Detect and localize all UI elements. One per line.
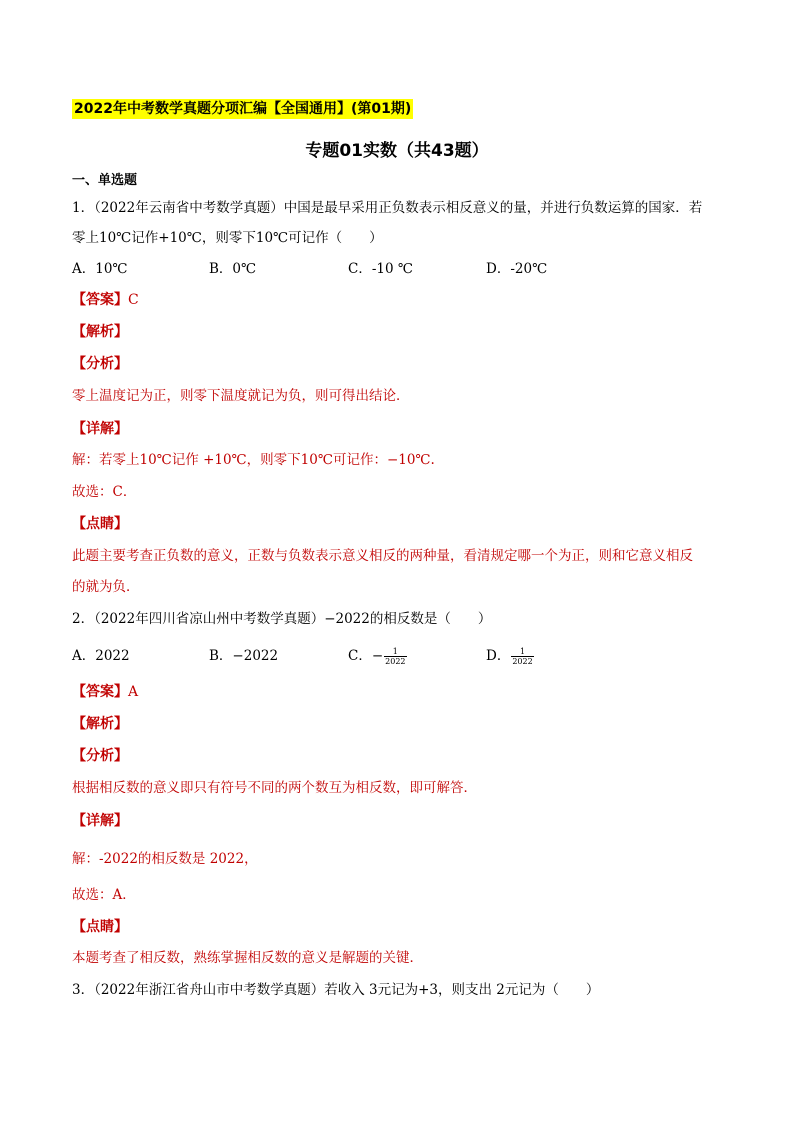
answer-label: 【答案】 (72, 292, 128, 308)
fraction-denominator: 2022 (512, 657, 533, 666)
q1-option-d: D．-20℃ (486, 261, 548, 277)
q2-choice: 故选：A． (72, 887, 136, 903)
fraction-denominator: 2022 (385, 657, 406, 666)
q1-option-a: A．10℃ (72, 261, 128, 277)
q2-option-d-fraction (511, 647, 533, 666)
q2-fenxi-text: 根据相反数的意义即只有符号不同的两个数互为相反数，即可解答． (72, 780, 477, 796)
q2-detail-text: 解：-2022的相反数是 2022， (72, 851, 258, 867)
q2-option-c (348, 646, 407, 666)
q1-option-b: B．0℃ (209, 261, 257, 277)
q1-stem-line2: 零上10℃记作+10℃，则零下10℃可记作（ ） (72, 230, 383, 246)
q1-stem-line1: 1．（2022年云南省中考数学真题）中国是最早采用正负数表示相反意义的量，并进行负数运算的国家．若 (72, 200, 703, 216)
q2-option-d-label: D． (486, 648, 511, 664)
q2-comment-label: 【点睛】 (72, 919, 128, 935)
q1-comment-label: 【点睛】 (72, 516, 128, 532)
q1-analysis-label: 【解析】 (72, 324, 128, 340)
q2-option-d (486, 646, 534, 666)
q2-option-a: A．2022 (72, 648, 130, 664)
q2-stem: 2．（2022年四川省凉山州中考数学真题）−2022的相反数是（ ） (72, 611, 492, 627)
q2-option-c-fraction (384, 647, 406, 666)
answer-label: 【答案】 (72, 684, 128, 700)
q1-detail-text: 解：若零上10℃记作 +10℃，则零下10℃可记作：−10℃. (72, 452, 435, 468)
answer-value: A (128, 684, 139, 700)
q1-fenxi-label: 【分析】 (72, 356, 128, 372)
q1-comment-line1: 此题主要考查正负数的意义，正数与负数表示意义相反的两种量，看清规定哪一个为正，则和它意义相反 (72, 548, 693, 564)
fraction-numerator: 1 (392, 647, 398, 656)
q1-fenxi-text: 零上温度记为正，则零下温度就记为负，则可得出结论． (72, 388, 410, 404)
q1-choice: 故选：C． (72, 484, 137, 500)
q2-fenxi-label: 【分析】 (72, 748, 128, 764)
q2-answer (72, 682, 138, 702)
q2-analysis-label: 【解析】 (72, 716, 128, 732)
q1-comment-line2: 的就为负． (72, 579, 140, 595)
answer-value: C (128, 292, 139, 308)
q2-option-b: B．−2022 (209, 648, 279, 664)
fraction-numerator: 1 (519, 647, 526, 656)
q2-option-c-label: C．− (348, 648, 384, 664)
series-banner: 2022年中考数学真题分项汇编【全国通用】(第01期) (74, 101, 412, 117)
q2-comment-text: 本题考查了相反数，熟练掌握相反数的意义是解题的关键． (72, 950, 423, 966)
topic-title: 专题01实数（共43题） (305, 141, 489, 161)
section-heading: 一、单选题 (72, 173, 138, 188)
q2-detail-label: 【详解】 (72, 813, 128, 829)
q1-detail-label: 【详解】 (72, 421, 128, 437)
q1-answer (72, 290, 139, 310)
q3-stem: 3．（2022年浙江省舟山市中考数学真题）若收入 3元记为+3，则支出 2元记为（ ） (72, 982, 600, 998)
q1-option-c: C．-10 ℃ (348, 261, 413, 277)
